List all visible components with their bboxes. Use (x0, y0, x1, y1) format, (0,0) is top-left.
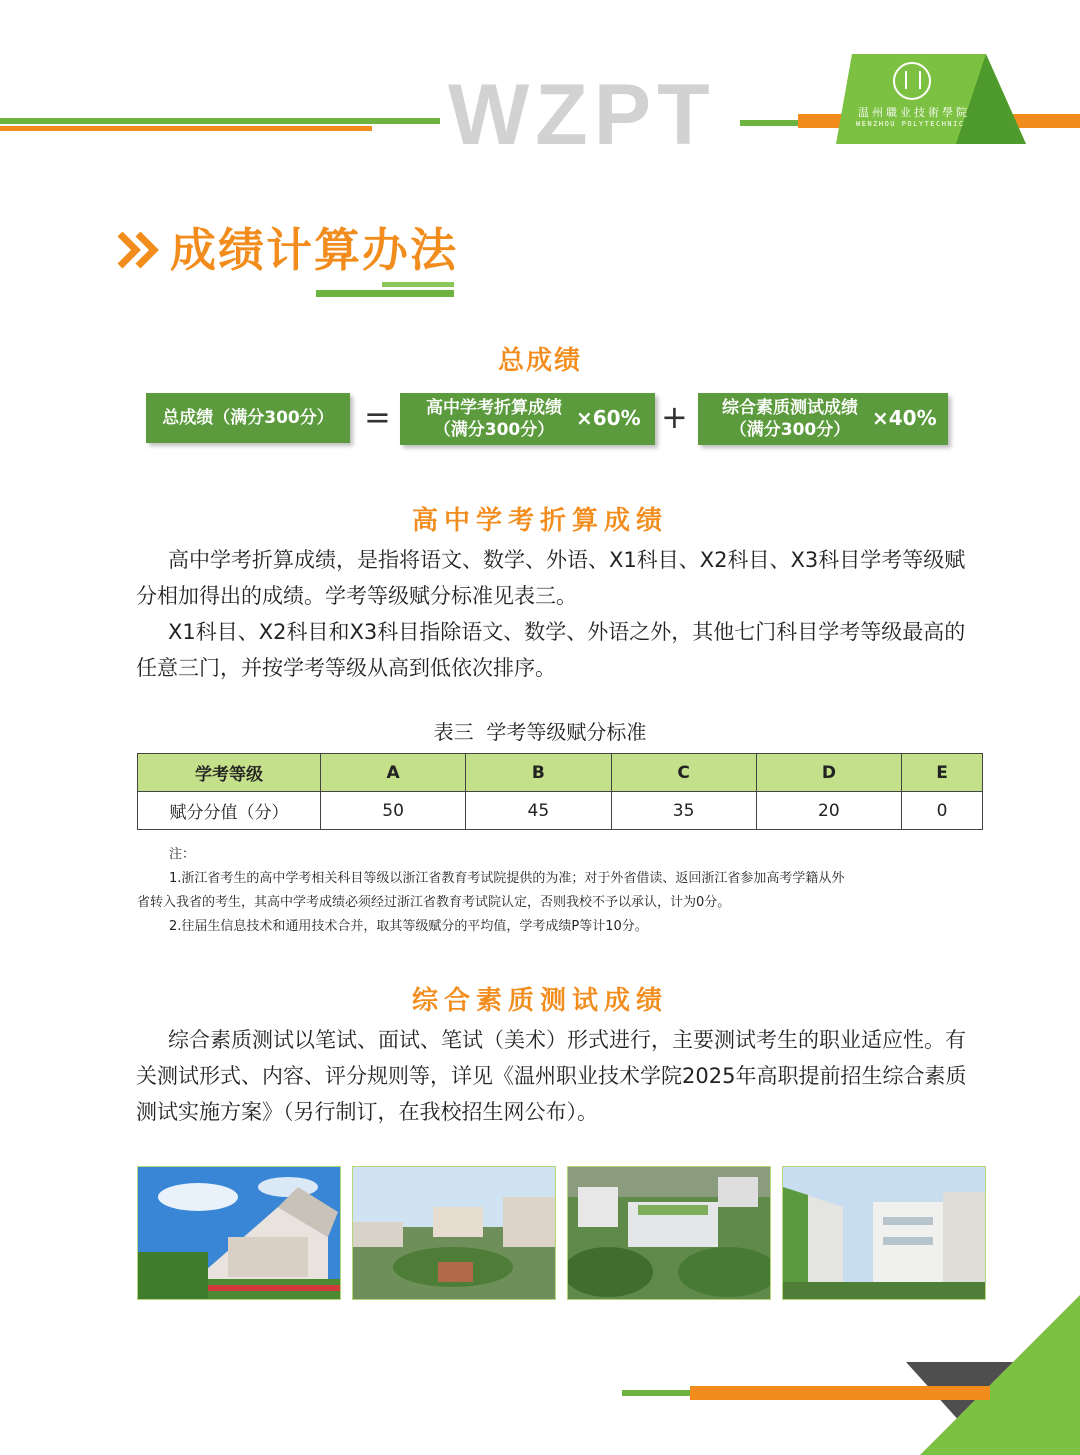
table-header-cell: 学考等级 (138, 754, 321, 792)
table-header-cell: B (466, 754, 611, 792)
title-underline-light (382, 282, 454, 287)
table-notes (137, 843, 967, 939)
table-header-cell: A (321, 754, 466, 792)
campus-photo-1 (137, 1166, 341, 1300)
table-row (138, 792, 983, 830)
table-cell: 赋分分值（分） (138, 792, 321, 830)
table-header-cell: D (756, 754, 901, 792)
table-cell: 20 (756, 792, 901, 830)
school-logo-badge (836, 54, 1026, 144)
table-caption: 表三 学考等级赋分标准 (433, 720, 647, 744)
note-1-line-2: 省转入我省的考生，其高中学考成绩必须经过浙江省教育考试院认定，否则我校不予以承认，计为0分。 (137, 895, 731, 910)
campus-photo-2 (352, 1166, 556, 1300)
school-name-cn: 温州職业技術學院 (858, 106, 970, 119)
xuekao-paragraph-2: X1科目、X2科目和X3科目指除语文、数学、外语之外，其他七门科目学考等级最高的任意三门，并按学考等级从高到低依次排序。 (136, 620, 966, 680)
table-header-row (138, 754, 983, 792)
formula-plus: + (661, 398, 688, 436)
table-cell: 0 (902, 792, 983, 830)
formula-zonghe-line1: 综合素质测试成绩 (722, 398, 858, 418)
formula-zonghe-weight: ×40% (872, 406, 937, 430)
page-title: 成绩计算办法 (170, 223, 458, 277)
formula-xuekao-box (400, 393, 655, 445)
campus-photo-4 (782, 1166, 986, 1300)
header-line-orange-left (0, 126, 372, 131)
campus-photo-3 (567, 1166, 771, 1300)
formula-total-label: 总成绩（满分300分） (162, 408, 334, 428)
title-underline-green (316, 290, 454, 297)
formula-zonghe-line2: （满分300分） (729, 420, 851, 440)
formula-xuekao-line2: （满分300分） (433, 420, 555, 440)
formula-total-box (146, 393, 350, 443)
double-chevron-icon (116, 228, 160, 272)
table-header-cell: E (902, 754, 983, 792)
zonghe-heading: 综合素质测试成绩 (411, 986, 668, 1016)
school-name-en: WENZHOU POLYTECHNIC (856, 120, 965, 128)
total-heading: 总成绩 (497, 346, 582, 376)
footer-decoration (880, 1295, 1080, 1455)
footer-line-orange (690, 1386, 990, 1400)
xuekao-paragraph-1: 高中学考折算成绩，是指将语文、数学、外语、X1科目、X2科目、X3科目学考等级赋分相加得出的成绩。学考等级赋分标准见表三。 (136, 548, 966, 608)
formula-xuekao-line1: 高中学考折算成绩 (426, 398, 562, 418)
school-seal-icon (893, 62, 931, 100)
note-title: 注： (169, 847, 196, 862)
formula-zonghe-box (698, 393, 948, 445)
table-header-cell: C (611, 754, 756, 792)
table-cell: 35 (611, 792, 756, 830)
formula-xuekao-weight: ×60% (576, 406, 641, 430)
formula-equals: = (364, 398, 391, 436)
header-line-green-left (0, 118, 440, 124)
note-1-line-1: 1.浙江省考生的高中学考相关科目等级以浙江省教育考试院提供的为准；对于外省借读、返回浙江省参加高考学籍从外 (169, 871, 845, 886)
zonghe-paragraph: 综合素质测试以笔试、面试、笔试（美术）形式进行，主要测试考生的职业适应性。有关测试形式、内容、评分规则等，详见《温州职业技术学院2025年高职提前招生综合素质测试实施方案》（另行制订，在我校招生网公布）。 (136, 1028, 967, 1124)
grade-score-table (137, 753, 983, 830)
xuekao-heading: 高中学考折算成绩 (411, 506, 668, 536)
table-cell: 50 (321, 792, 466, 830)
table-cell: 45 (466, 792, 611, 830)
note-2: 2.往届生信息技术和通用技术合并，取其等级赋分的平均值，学考成绩P等计10分。 (169, 919, 648, 934)
header-watermark: WZPT (448, 67, 716, 163)
